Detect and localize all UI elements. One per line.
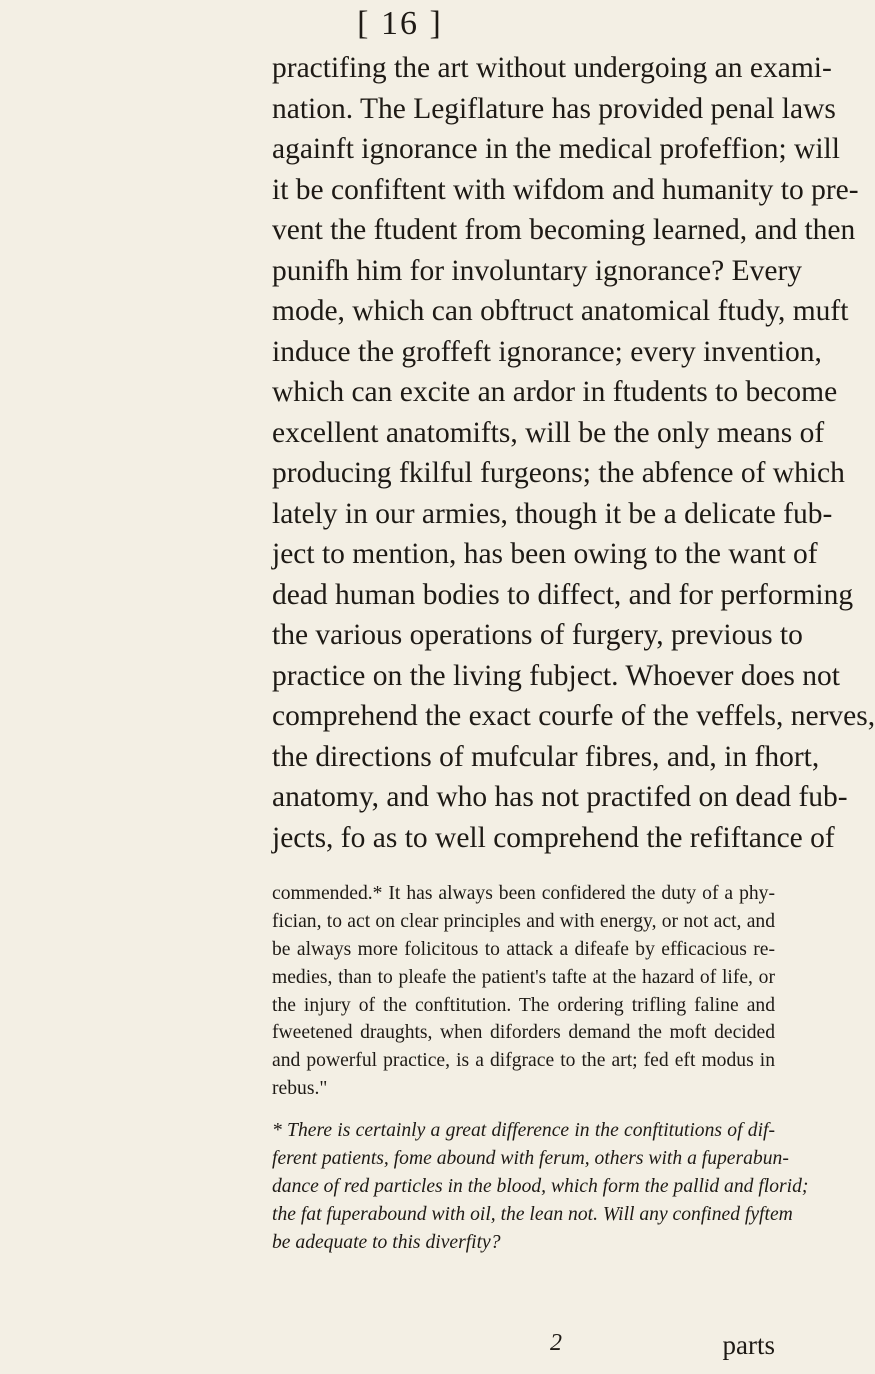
footnote-line: and powerful practice, is a difgrace to the art; fed eft modus in [272, 1050, 775, 1072]
footnote-line: medies, than to pleafe the patient's tafte at the hazard of life, or [272, 966, 775, 988]
main-text-line: jects, fo as to well comprehend the refiftance of [272, 821, 835, 854]
footnote-line: rebus." [272, 1078, 328, 1100]
main-text-line: the various operations of furgery, previous to [272, 619, 803, 651]
main-text-line: which can excite an ardor in ftudents to become [272, 376, 838, 408]
footnote-line: fician, to act on clear principles and with energy, or not act, and [272, 910, 775, 932]
main-text-line: anatomy, and who has not practifed on dead fub- [272, 781, 848, 813]
main-text-line: practice on the living fubject. Whoever does not [272, 659, 840, 692]
main-text-line: producing fkilful furgeons; the abfence of which [272, 457, 845, 489]
main-text-line: vent the ftudent from becoming learned, and then [272, 214, 856, 246]
footnote-star-line: be adequate to this diverfity? [272, 1231, 501, 1253]
main-text-line: againft ignorance in the medical profeffion; will [272, 133, 840, 165]
footnote-star-line: * There is certainly a great difference in the conftitutions of dif- [272, 1120, 775, 1142]
page-number-header: [ 16 ] [357, 5, 443, 42]
main-text-line: punifh him for involuntary ignorance? Every [272, 254, 803, 287]
footnote-gap [272, 1103, 775, 1117]
main-text-line: lately in our armies, though it be a delicate fub- [272, 497, 833, 530]
main-text-line: comprehend the exact courfe of the veffels, nerves, [272, 700, 875, 732]
main-text-block [272, 48, 875, 858]
signature-mark: 2 [550, 1330, 562, 1356]
footnote-line: fweetened draughts, when diforders demand the moft decided [272, 1022, 775, 1044]
footnotes [272, 880, 809, 1257]
catchword: parts [722, 1330, 775, 1360]
main-text-line: nation. The Legiflature has provided penal laws [272, 92, 836, 125]
footnote-line: commended.* It has always been confidered the duty of a phy- [272, 883, 775, 904]
page-footer [272, 1330, 775, 1364]
main-text-line: ject to mention, has been owing to the want of [272, 538, 818, 570]
footnote-star-line: dance of red particles in the blood, which form the pallid and florid; [272, 1175, 809, 1197]
main-text-line: induce the groffeft ignorance; every invention, [272, 335, 822, 368]
main-text-line: it be confiftent with wifdom and humanity to pre- [272, 173, 859, 206]
footnote-line: the injury of the conftitution. The ordering trifling faline and [272, 994, 775, 1016]
main-text-line: excellent anatomifts, will be the only means of [272, 416, 825, 449]
main-text-line: the directions of mufcular fibres, and, in fhort, [272, 740, 820, 773]
main-text-line: dead human bodies to diffect, and for performing [272, 578, 854, 611]
footnote-star-line: the fat fuperabound with oil, the lean not. Will any confined fyftem [272, 1203, 793, 1225]
main-text-line: practifing the art without undergoing an exami- [272, 52, 832, 84]
main-text-line: mode, which can obftruct anatomical ftudy, muft [272, 295, 849, 327]
footnote-line: be always more folicitous to attack a difeafe by efficacious re- [272, 938, 775, 960]
footnote-star-line: ferent patients, fome abound with ferum, others with a fuperabun- [272, 1148, 789, 1170]
